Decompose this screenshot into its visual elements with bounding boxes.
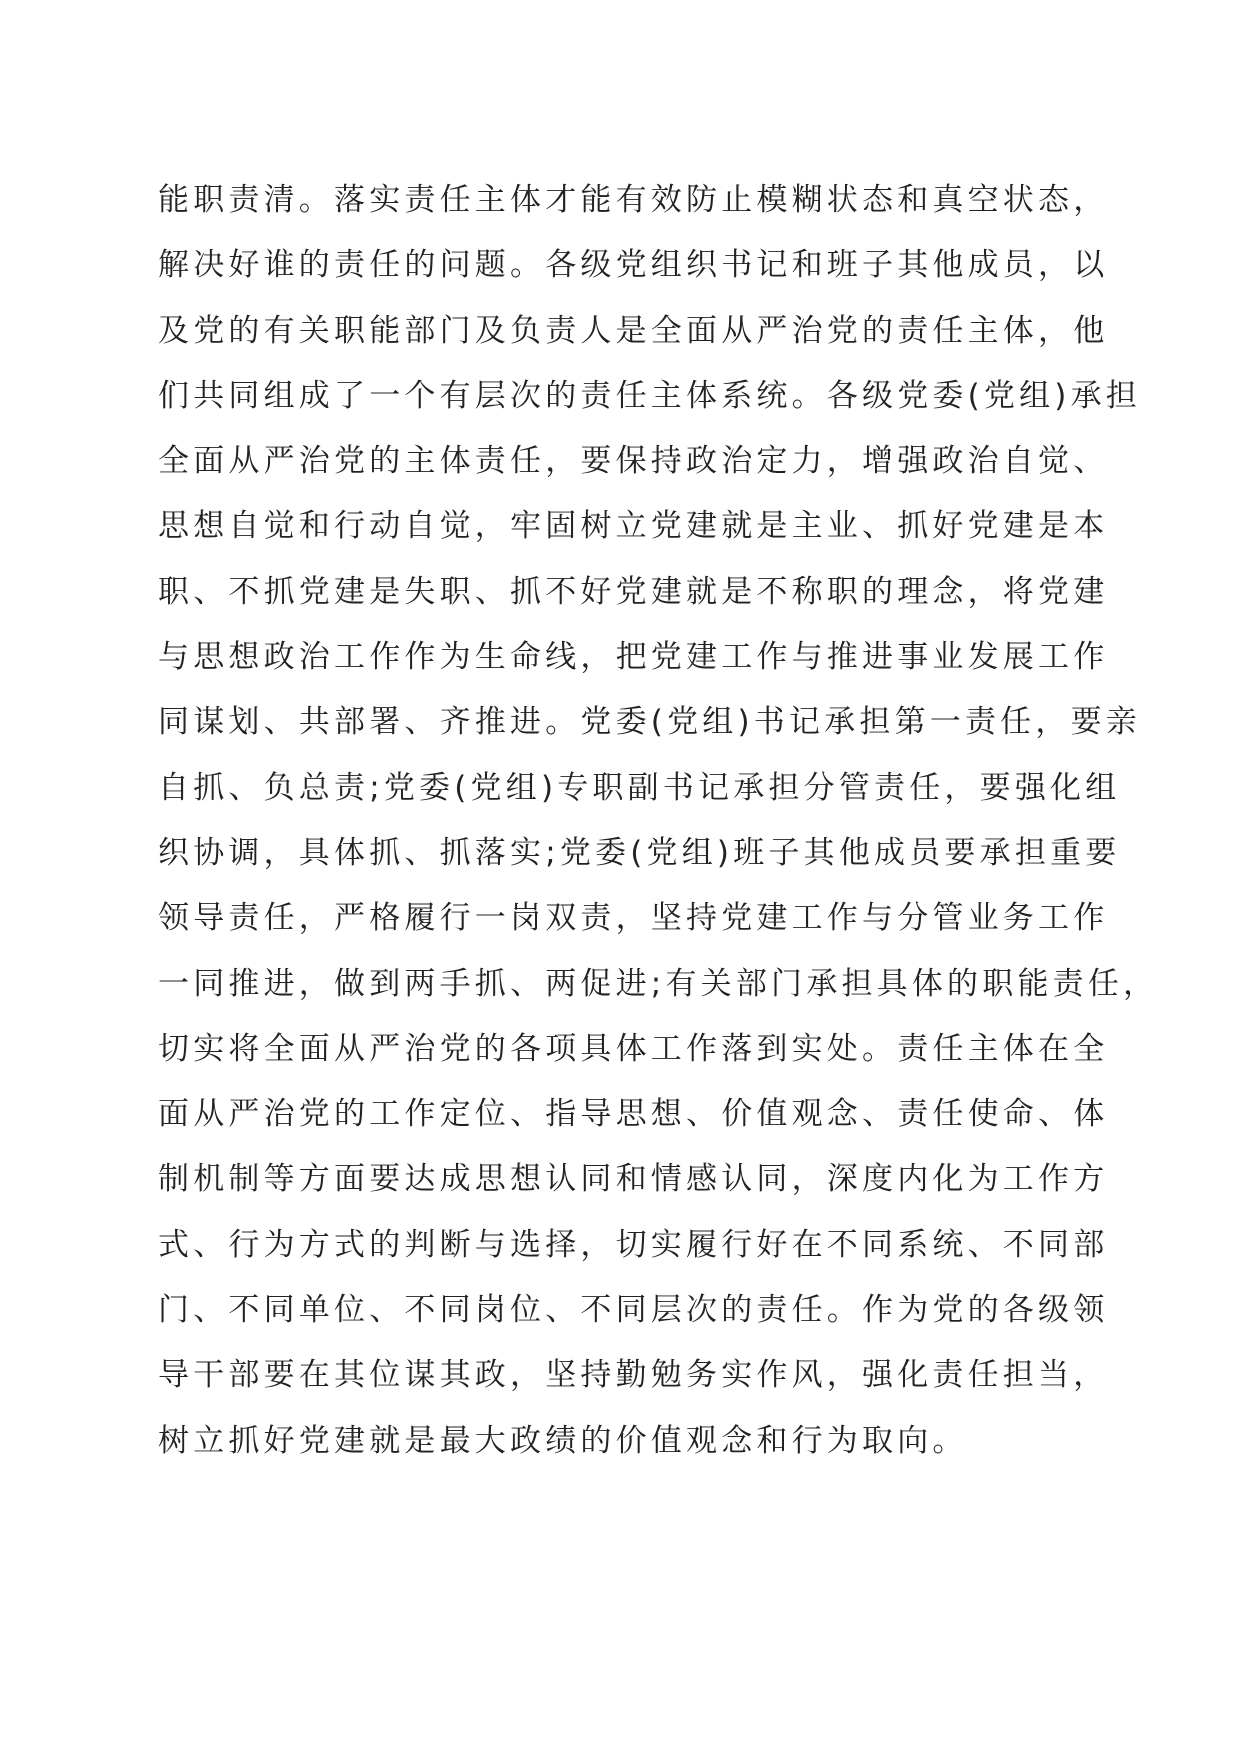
text-line: 门、不同单位、不同岗位、不同层次的责任。作为党的各级领	[158, 1292, 1109, 1329]
text-line: 解决好谁的责任的问题。各级党组织书记和班子其他成员，以	[158, 247, 1109, 284]
text-line: 职、不抓党建是失职、抓不好党建就是不称职的理念，将党建	[158, 573, 1109, 610]
text-line: 思想自觉和行动自觉，牢固树立党建就是主业、抓好党建是本	[158, 508, 1109, 545]
text-line: 能职责清。落实责任主体才能有效防止模糊状态和真空状态，	[158, 182, 1109, 218]
text-line: 与思想政治工作作为生命线，把党建工作与推进事业发展工作	[158, 639, 1109, 676]
text-line: 织协调，具体抓、抓落实;党委(党组)班子其他成员要承担重要	[158, 834, 1121, 871]
text-line: 式、行为方式的判断与选择，切实履行好在不同系统、不同部	[158, 1226, 1109, 1263]
text-line: 们共同组成了一个有层次的责任主体系统。各级党委(党组)承担	[158, 377, 1141, 414]
text-line: 导干部要在其位谋其政，坚持勤勉务实作风，强化责任担当，	[158, 1357, 1109, 1394]
text-line: 领导责任，严格履行一岗双责，坚持党建工作与分管业务工作	[158, 900, 1109, 937]
text-line: 切实将全面从严治党的各项具体工作落到实处。责任主体在全	[158, 1030, 1109, 1067]
text-line: 全面从严治党的主体责任，要保持政治定力，增强政治自觉、	[158, 443, 1109, 480]
body-paragraph	[158, 168, 1159, 1474]
text-line: 及党的有关职能部门及负责人是全面从严治党的责任主体，他	[158, 312, 1109, 349]
text-line: 制机制等方面要达成思想认同和情感认同，深度内化为工作方	[158, 1161, 1109, 1198]
text-line: 面从严治党的工作定位、指导思想、价值观念、责任使命、体	[158, 1096, 1109, 1133]
text-line: 树立抓好党建就是最大政绩的价值观念和行为取向。	[158, 1422, 968, 1459]
text-line: 一同推进，做到两手抓、两促进;有关部门承担具体的职能责任，	[158, 965, 1159, 1002]
text-line: 同谋划、共部署、齐推进。党委(党组)书记承担第一责任，要亲	[158, 704, 1141, 741]
text-line: 自抓、负总责;党委(党组)专职副书记承担分管责任，要强化组	[158, 769, 1121, 806]
